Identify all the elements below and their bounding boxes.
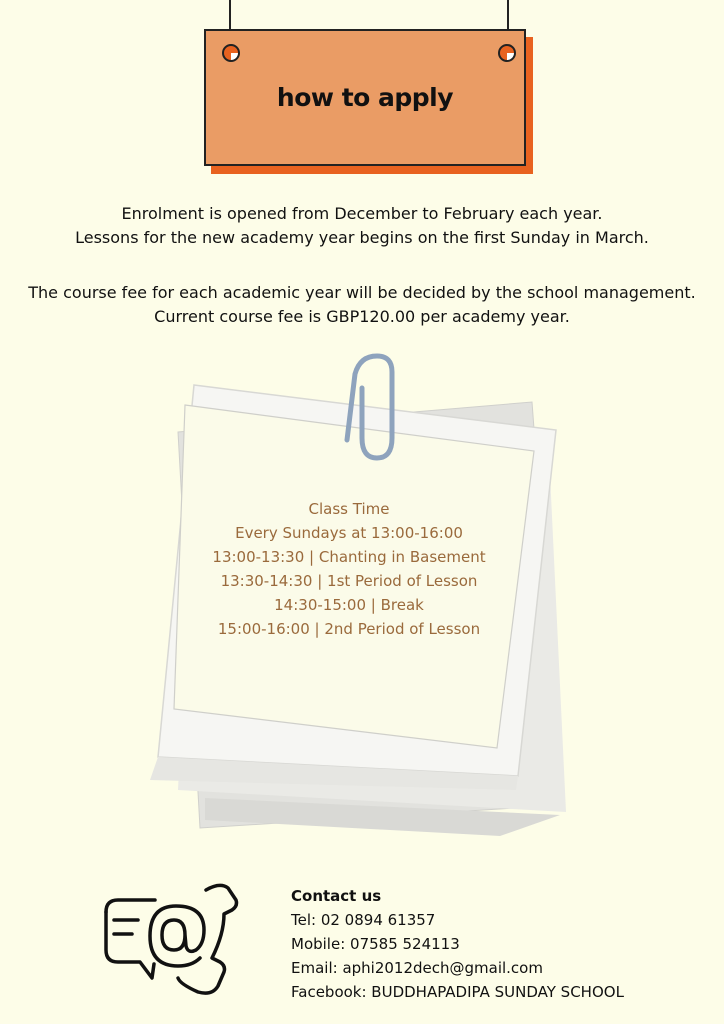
page-title: how to apply [276, 83, 454, 112]
contact-details [291, 884, 624, 1004]
class-time-schedule [182, 497, 516, 641]
lessons-line: Lessons for the new academy year begins on the first Sunday in March. [75, 228, 649, 247]
current-fee-line: Current course fee is GBP120.00 per academy year. [154, 307, 570, 326]
contact-email: Email: aphi2012dech@gmail.com [291, 959, 543, 977]
contact-tel: Tel: 02 0894 61357 [291, 911, 436, 929]
chat-at-phone-icon [100, 878, 260, 1003]
enrolment-line: Enrolment is opened from December to February each year. [121, 204, 603, 223]
contact-mobile: Mobile: 07585 524113 [291, 935, 460, 953]
contact-heading: Contact us [291, 887, 382, 905]
schedule-line: Every Sundays at 13:00-16:00 [235, 524, 463, 542]
contact-facebook: Facebook: BUDDHAPADIPA SUNDAY SCHOOL [291, 983, 624, 1001]
fee-decision-line: The course fee for each academic year will be decided by the school management. [28, 283, 696, 302]
schedule-line: 14:30-15:00 | Break [274, 596, 424, 614]
schedule-line: 13:00-13:30 | Chanting in Basement [212, 548, 486, 566]
schedule-line: 15:00-16:00 | 2nd Period of Lesson [217, 620, 481, 638]
schedule-line: 13:30-14:30 | 1st Period of Lesson [220, 572, 478, 590]
class-time-heading: Class Time [308, 500, 390, 518]
